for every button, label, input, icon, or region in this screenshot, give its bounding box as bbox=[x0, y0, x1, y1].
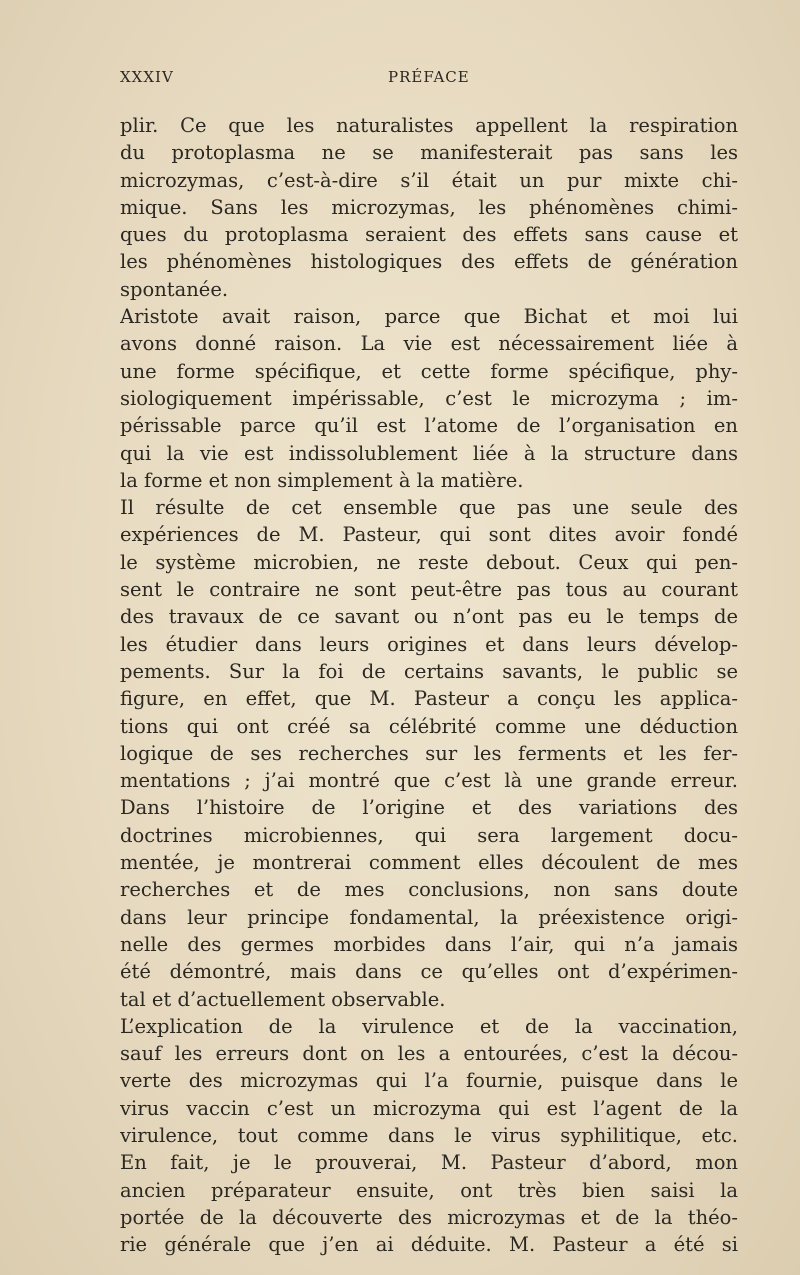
text-line: tions qui ont créé sa célébrité comme une déduction bbox=[120, 714, 738, 738]
text-line: logique de ses recherches sur les ferments et les fer- bbox=[120, 741, 738, 765]
text-line: les phénomènes histologiques des effets de génération bbox=[120, 250, 738, 274]
text-line: virus vaccin c’est un microzyma qui est l’agent de la bbox=[120, 1096, 738, 1120]
text-line: virulence, tout comme dans le virus syphilitique, etc. bbox=[120, 1123, 738, 1147]
text-line: des travaux de ce savant ou n’ont pas eu le temps de bbox=[120, 605, 738, 629]
body-text bbox=[120, 112, 738, 1258]
text-line: plir. Ce que les naturalistes appellent la respiration bbox=[120, 114, 738, 137]
text-line: qui la vie est indissolublement liée à la structure dans bbox=[120, 441, 738, 465]
text-line: figure, en effet, que M. Pasteur a conçu les applica- bbox=[120, 687, 738, 711]
text-line: Aristote avait raison, parce que Bichat et moi lui bbox=[120, 305, 738, 329]
text-line: Il résulte de cet ensemble que pas une seule des bbox=[120, 496, 738, 520]
text-line: siologiquement impérissable, c’est le microzyma ; im- bbox=[120, 386, 738, 410]
text-line: périssable parce qu’il est l’atome de l’organisation en bbox=[120, 414, 738, 438]
text-line: sent le contraire ne sont peut-être pas tous au courant bbox=[120, 578, 738, 602]
text-line: nelle des germes morbides dans l’air, qui n’a jamais bbox=[120, 932, 738, 956]
text-line: rie générale que j’en ai déduite. M. Pasteur a été si bbox=[120, 1233, 738, 1257]
text-line: la forme et non simplement à la matière. bbox=[120, 468, 524, 492]
text-line: les étudier dans leurs origines et dans leurs dévelop- bbox=[120, 632, 738, 656]
text-line: tal et d’actuellement observable. bbox=[120, 987, 446, 1011]
text-line: sauf les erreurs dont on les a entourées, c’est la décou- bbox=[120, 1042, 738, 1066]
text-line: mentée, je montrerai comment elles découlent de mes bbox=[120, 851, 738, 875]
text-line: L’explication de la virulence et de la vaccination, bbox=[120, 1014, 738, 1038]
text-line: spontanée. bbox=[120, 277, 229, 301]
text-line: du protoplasma ne se manifesterait pas sans les bbox=[120, 141, 738, 165]
text-line: pements. Sur la foi de certains savants, le public se bbox=[120, 659, 738, 683]
text-line: expériences de M. Pasteur, qui sont dites avoir fondé bbox=[120, 523, 738, 547]
page-number: XXXIV bbox=[120, 68, 174, 86]
running-title: PRÉFACE bbox=[388, 68, 470, 86]
text-line: verte des microzymas qui l’a fournie, puisque dans le bbox=[120, 1069, 738, 1093]
text-line: Dans l’histoire de l’origine et des variations des bbox=[120, 796, 738, 820]
text-line: portée de la découverte des microzymas et de la théo- bbox=[120, 1205, 738, 1229]
text-line: En fait, je le prouverai, M. Pasteur d’abord, mon bbox=[120, 1151, 738, 1175]
running-head bbox=[120, 68, 738, 90]
text-line: mentations ; j’ai montré que c’est là une grande erreur. bbox=[120, 769, 738, 793]
text-line: avons donné raison. La vie est nécessairement liée à bbox=[120, 332, 738, 356]
text-line: dans leur principe fondamental, la préexistence origi- bbox=[120, 905, 738, 929]
text-line: microzymas, c’est-à-dire s’il était un pur mixte chi- bbox=[120, 168, 738, 192]
text-line: recherches et de mes conclusions, non sans doute bbox=[120, 878, 738, 902]
text-line: une forme spécifique, et cette forme spécifique, phy- bbox=[120, 359, 738, 383]
text-line: ques du protoplasma seraient des effets sans cause et bbox=[120, 223, 738, 247]
text-line: mique. Sans les microzymas, les phénomènes chimi- bbox=[120, 195, 738, 219]
text-line: le système microbien, ne reste debout. Ceux qui pen- bbox=[120, 550, 738, 574]
text-line: été démontré, mais dans ce qu’elles ont d’expérimen- bbox=[120, 960, 738, 984]
text-line: doctrines microbiennes, qui sera largement docu- bbox=[120, 823, 738, 847]
text-line: ancien préparateur ensuite, ont très bien saisi la bbox=[120, 1178, 738, 1202]
